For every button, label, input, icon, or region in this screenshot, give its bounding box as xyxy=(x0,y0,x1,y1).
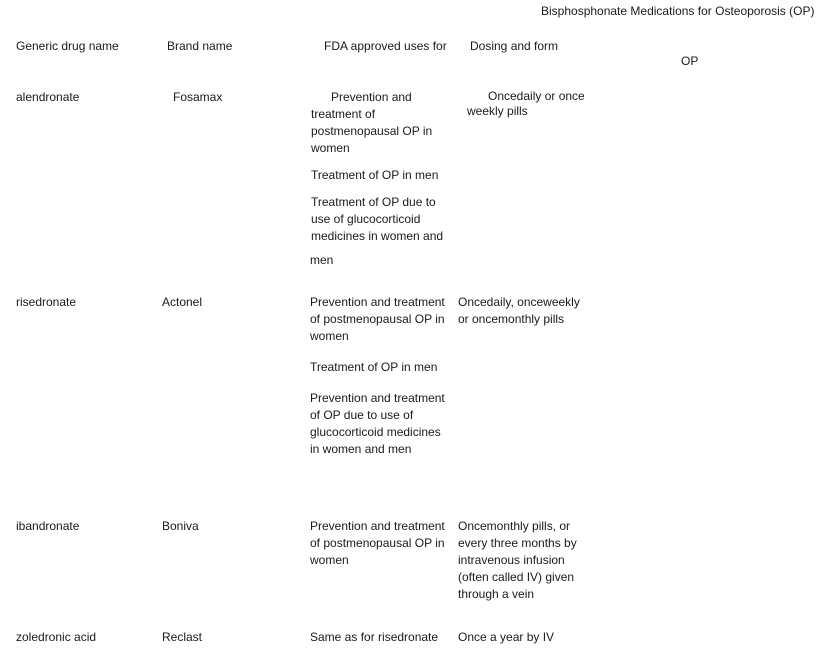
generic-drug-name: ibandronate xyxy=(16,519,80,533)
document-title: Bisphosphonate Medications for Osteoporosis (OP) xyxy=(541,4,815,18)
dosing-and-form xyxy=(458,294,588,328)
approved-use: Treatment of OP in men xyxy=(310,360,438,374)
dosing-text: Oncemonthly pills, or every three months by intravenous infusion (often called IV) given through a vein xyxy=(458,519,577,601)
approved-use: Treatment of OP due to use of glucocorticoid medicines in women and xyxy=(311,195,444,243)
generic-drug-name: risedronate xyxy=(16,295,77,309)
dosing-and-form: Once a year by IV xyxy=(458,630,555,644)
generic-drug-name: alendronate xyxy=(16,90,80,104)
approved-use: Prevention and treatment of postmenopausal OP in women xyxy=(311,90,433,155)
generic-drug-name: zoledronic acid xyxy=(16,630,97,644)
header-generic-drug-name: Generic drug name xyxy=(16,39,119,53)
approved-uses-cell xyxy=(310,518,450,569)
header-fda-approved-uses-continued: OP xyxy=(681,54,699,68)
approved-use: Prevention and treatment of OP due to use of glucocorticoid medicines in women and men xyxy=(310,391,445,456)
header-dosing-and-form: Dosing and form xyxy=(470,39,559,53)
approved-use: Prevention and treatment of postmenopausal OP in women xyxy=(310,519,445,567)
brand-name: Boniva xyxy=(162,519,199,533)
brand-name: Fosamax xyxy=(173,90,223,104)
dosing-text: Oncedaily or once weekly pills xyxy=(467,89,585,118)
approved-use: men xyxy=(310,253,334,267)
header-fda-approved-uses: FDA approved uses for xyxy=(324,39,447,53)
dosing-and-form xyxy=(467,89,595,119)
brand-name: Reclast xyxy=(162,630,203,644)
approved-uses-cell xyxy=(310,294,450,458)
brand-name: Actonel xyxy=(162,295,203,309)
approved-use: Same as for risedronate xyxy=(310,630,439,644)
dosing-and-form xyxy=(458,518,588,603)
approved-use: Prevention and treatment of postmenopausal OP in women xyxy=(310,295,445,343)
approved-use: Treatment of OP in men xyxy=(311,168,439,182)
dosing-text: Oncedaily, onceweekly or oncemonthly pills xyxy=(458,295,580,326)
header-brand-name: Brand name xyxy=(167,39,233,53)
approved-uses-cell xyxy=(311,89,451,245)
